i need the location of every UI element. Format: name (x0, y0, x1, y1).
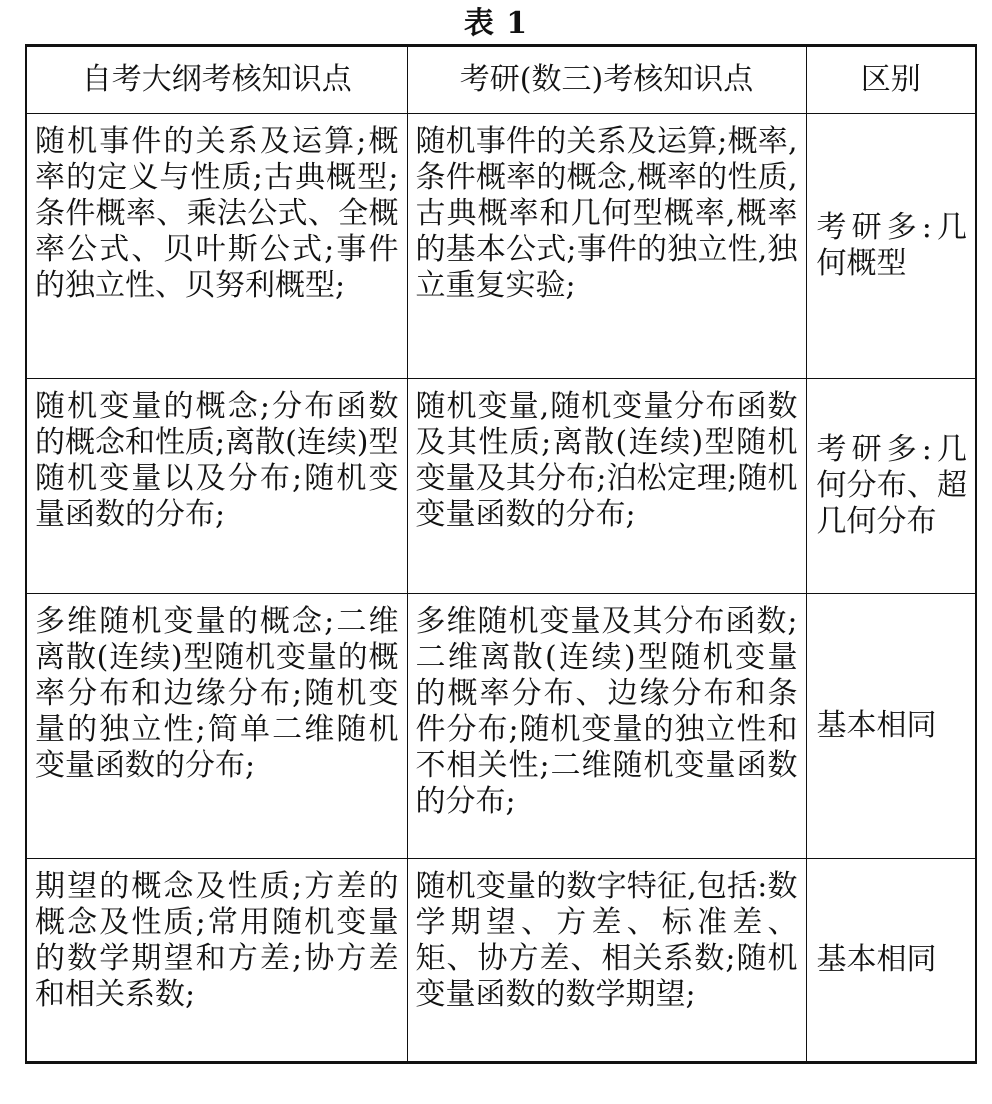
header-row (26, 46, 976, 114)
cell-postgrad: 随机变量,随机变量分布函数及其性质;离散(连续)型随机变量及其分布;泊松定理;随机变量函数的分布; (407, 379, 806, 594)
comparison-table (25, 44, 977, 1064)
table-row (26, 859, 976, 1063)
cell-postgrad: 多维随机变量及其分布函数;二维离散(连续)型随机变量的概率分布、边缘分布和条件分布;随机变量的独立性和不相关性;二维随机变量函数的分布; (407, 594, 806, 859)
cell-self-exam: 多维随机变量的概念;二维离散(连续)型随机变量的概率分布和边缘分布;随机变量的独立性;简单二维随机变量函数的分布; (26, 594, 407, 859)
cell-self-exam: 期望的概念及性质;方差的概念及性质;常用随机变量的数学期望和方差;协方差和相关系数; (26, 859, 407, 1063)
header-self-exam: 自考大纲考核知识点 (26, 46, 407, 114)
cell-difference: 考研多:几何分布、超几何分布 (806, 379, 976, 594)
header-difference: 区别 (806, 46, 976, 114)
table-caption: 表 1 (463, 6, 529, 41)
cell-self-exam: 随机变量的概念;分布函数的概念和性质;离散(连续)型随机变量以及分布;随机变量函数的分布; (26, 379, 407, 594)
cell-postgrad: 随机变量的数字特征,包括:数学期望、方差、标准差、矩、协方差、相关系数;随机变量函数的数学期望; (407, 859, 806, 1063)
table-body (26, 114, 976, 1063)
cell-difference: 基本相同 (806, 594, 976, 859)
table-row (26, 379, 976, 594)
table-header (26, 46, 976, 114)
header-postgrad: 考研(数三)考核知识点 (407, 46, 806, 114)
table-row (26, 594, 976, 859)
cell-difference: 基本相同 (806, 859, 976, 1063)
cell-postgrad: 随机事件的关系及运算;概率,条件概率的概念,概率的性质,古典概率和几何型概率,概率的基本公式;事件的独立性,独立重复实验; (407, 114, 806, 379)
table-row (26, 114, 976, 379)
cell-difference: 考研多:几何概型 (806, 114, 976, 379)
cell-self-exam: 随机事件的关系及运算;概率的定义与性质;古典概型;条件概率、乘法公式、全概率公式、贝叶斯公式;事件的独立性、贝努利概型; (26, 114, 407, 379)
